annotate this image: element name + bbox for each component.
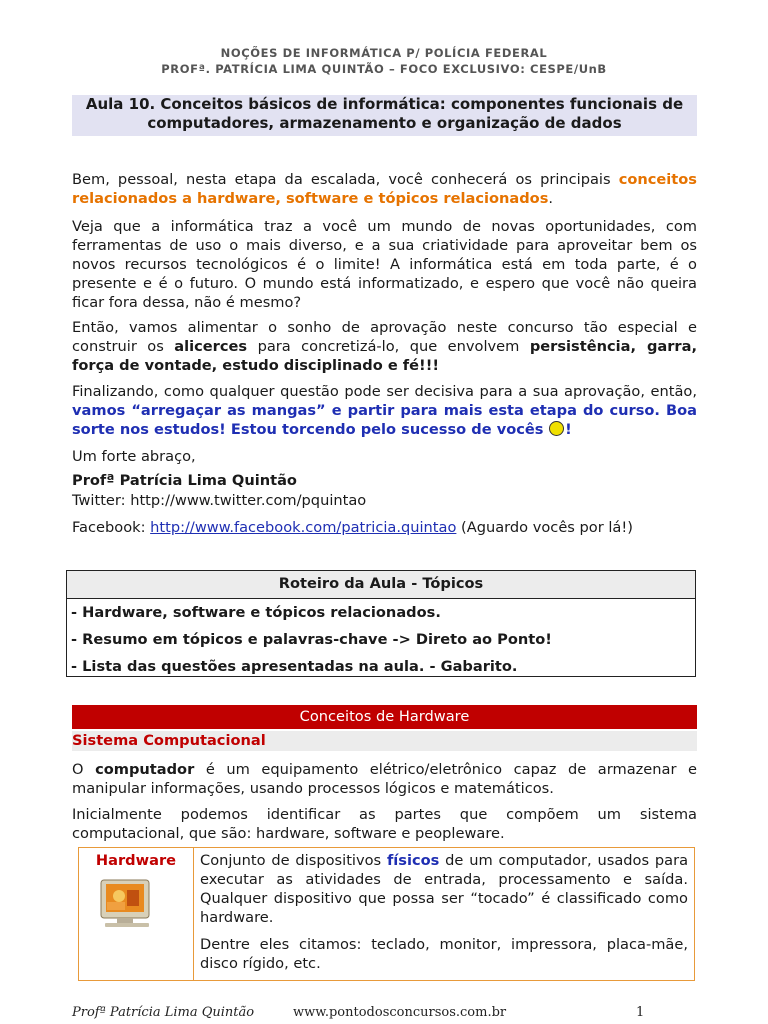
hardware-label: Hardware [95, 852, 177, 869]
roteiro-table [66, 570, 696, 677]
footer-author: Profª Patrícia Lima Quintão [72, 1005, 255, 1020]
hardware-label-cell [79, 848, 194, 980]
intro-p1-text: Bem, pessoal, nesta etapa da escalada, você conhecerá os principais [72, 171, 611, 188]
footer-site: www.pontodosconcursos.com.br [293, 1005, 507, 1020]
closing-text: Um forte abraço, [72, 448, 196, 465]
hardware-description-cell [200, 851, 688, 981]
section-p1-computador: computador [95, 761, 195, 778]
section-subtitle: Sistema Computacional [72, 731, 697, 751]
roteiro-item: - Resumo em tópicos e palavras-chave -> Direto ao Ponto! [71, 631, 552, 648]
signature: Profª Patrícia Lima Quintão [72, 472, 297, 489]
section-p1-a: O [72, 761, 84, 778]
facebook-label: Facebook: [72, 519, 146, 536]
intro-p1-end: . [548, 190, 554, 207]
intro-paragraph-3 [72, 318, 697, 375]
intro-p3-alicerces: alicerces [174, 338, 248, 355]
header-line-2: PROFª. PATRÍCIA LIMA QUINTÃO – FOCO EXCLUSIVO: CESPE/UnB [161, 62, 607, 76]
hardware-desc-fisicos: físicos [386, 852, 440, 869]
intro-paragraph-2 [72, 217, 697, 312]
intro-paragraph-1 [72, 170, 697, 208]
section-paragraph-1 [72, 760, 697, 798]
intro-p3-emphasis: persistência, garra, força de vontade, estudo disciplinado e fé!!! [72, 338, 698, 374]
facebook-link[interactable]: http://www.facebook.com/patricia.quintao [150, 519, 457, 536]
hardware-desc-a: Conjunto de dispositivos [200, 852, 382, 869]
section-p1-c: é um equipamento elétrico/eletrônico capaz de armazenar e manipular informações, usando processos lógicos e matemáticos. [72, 761, 697, 797]
smiley-icon [549, 421, 564, 436]
intro-p3-c: para concretizá-lo, que envolvem [257, 338, 520, 355]
header-line-1: NOÇÕES DE INFORMÁTICA P/ POLÍCIA FEDERAL [220, 46, 548, 60]
hardware-table [78, 847, 695, 981]
facebook-note: (Aguardo vocês por lá!) [461, 519, 633, 536]
intro-p2-text: Veja que a informática traz a você um mundo de novas oportunidades, com ferramentas de uso o mais diverso, e a sua criatividade para aproveitar bem os novos recursos tecnológicos é o limite! A informática está em toda parte, é o presente e é o futuro. O mundo está informatizado, e espero que você não queira ficar fora dessa, não é mesmo? [72, 218, 697, 311]
roteiro-item: - Lista das questões apresentadas na aula. - Gabarito. [71, 658, 518, 675]
intro-p3-a: Então, vamos alimentar o sonho de aprovação neste concurso tão especial e construir os [72, 319, 697, 355]
roteiro-heading: Roteiro da Aula - Tópicos [67, 571, 695, 599]
hardware-desc-2: Dentre eles citamos: teclado, monitor, impressora, placa-mãe, disco rígido, etc. [200, 936, 688, 972]
intro-p4-highlight: vamos “arregaçar as mangas” e partir para mais esta etapa do curso. Boa sorte nos estudos! Estou torcendo pelo sucesso de vocês [72, 402, 697, 438]
lesson-title-line-2: computadores, armazenamento e organização de dados [147, 114, 622, 132]
intro-p4-end: ! [565, 421, 572, 438]
roteiro-item: - Hardware, software e tópicos relacionados. [71, 604, 441, 621]
hardware-desc-c: de um computador, usados para executar as atividades de entrada, processamento e saída. Qualquer dispositivo que possa ser “tocado” é classificado como hardware. [200, 852, 689, 926]
lesson-title [72, 95, 697, 136]
computer-monitor-icon [99, 878, 155, 928]
section-bar: Conceitos de Hardware [72, 705, 697, 729]
section-p2-text: Inicialmente podemos identificar as partes que compõem um sistema computacional, que são: hardware, software e peopleware. [72, 806, 697, 842]
intro-paragraph-4 [72, 382, 697, 439]
facebook-line [72, 518, 697, 537]
footer-page-number: 1 [636, 1005, 645, 1020]
section-paragraph-2 [72, 805, 697, 843]
intro-p1-highlight: conceitos relacionados a hardware, software e tópicos relacionados [72, 171, 697, 207]
lesson-title-line-1: Aula 10. Conceitos básicos de informática: componentes funcionais de [85, 95, 684, 113]
twitter-line: Twitter: http://www.twitter.com/pquintao [72, 492, 367, 509]
intro-p4-a: Finalizando, como qualquer questão pode ser decisiva para a sua aprovação, então, [72, 383, 697, 400]
